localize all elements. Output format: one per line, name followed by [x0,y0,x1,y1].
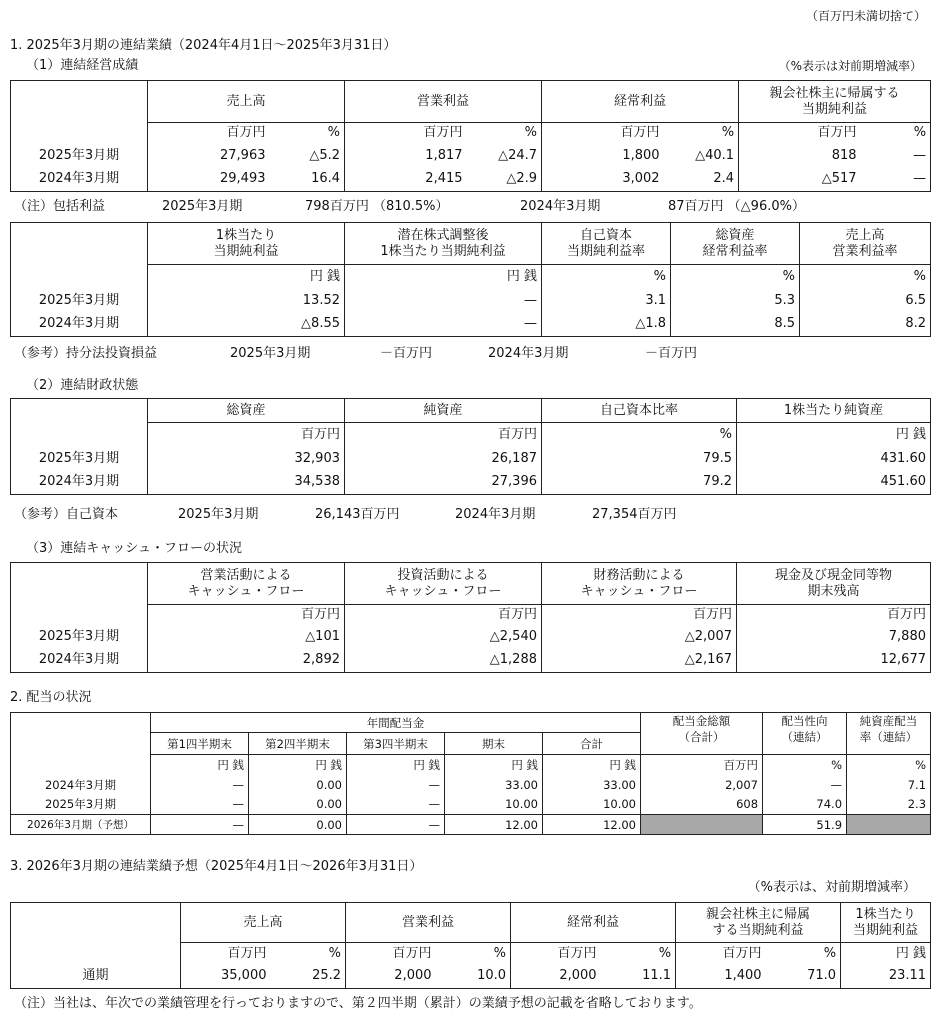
section-3-title: 3. 2026年3月期の連結業績予想（2025年4月1日～2026年3月31日） [10,859,423,874]
equity-method-value-2: －百万円 [645,346,698,361]
unit-cell: 百万円 [641,755,763,775]
unit-cell: 百万円 [739,123,861,144]
unit-cell: % [847,755,931,775]
unit-cell: % [601,943,676,965]
per-share-ratios-table [10,222,931,337]
row-label: 2025年3月期 [11,447,148,471]
header-roa: 総資産 経常利益率 [671,223,800,265]
header-bps: 1株当たり純資産 [737,399,931,423]
equity-method-value-1: －百万円 [380,346,433,361]
unit-cell: 円 銭 [249,755,347,775]
equity-ref-period-1: 2025年3月期 [178,507,259,522]
unit-cell: 百万円 [345,423,542,447]
header-roe: 自己資本 当期純利益率 [542,223,671,265]
equity-method-label: （参考）持分法投資損益 [14,346,158,361]
section-1-3-title: （3）連結キャッシュ・フローの状況 [26,541,243,556]
operating-results-table [10,80,931,192]
table-row: 2025年3月期 13.52 — 3.1 5.3 6.5 [11,289,931,313]
unit-cell: 円 銭 [347,755,445,775]
unit-cell: 百万円 [148,123,270,144]
table-row: 通期 35,000 25.2 2,000 10.0 2,000 11.1 1,400 71.0 23.11 [11,965,931,989]
row-label: 2024年3月期 [11,168,148,192]
comprehensive-income-value-1: 798百万円 （810.5%） [305,199,449,214]
unit-cell: 百万円 [542,123,664,144]
unit-cell: 円 銭 [737,423,931,447]
unit-cell: 円 銭 [148,265,345,289]
header-ordinary-income: 経常利益 [542,81,739,123]
unit-cell: 百万円 [345,123,467,144]
percent-note: （%表示は対前期増減率） [778,59,922,73]
header-eps: 1株当たり 当期純利益 [148,223,345,265]
cash-flow-table [10,562,931,673]
header-diluted-eps: 潜在株式調整後 1株当たり当期純利益 [345,223,542,265]
header-blank [11,81,148,123]
unit-cell: % [542,423,737,447]
row-label: 2025年3月期 [11,795,151,815]
header-sales: 売上高 [148,81,345,123]
unit-cell: % [664,123,739,144]
comprehensive-income-value-2: 87百万円 （△96.0%） [668,199,805,214]
rounding-note: （百万円未満切捨て） [805,9,926,23]
unit-cell: 円 銭 [345,265,542,289]
row-label: 2025年3月期 [11,625,148,649]
header-equity-ratio: 自己資本比率 [542,399,737,423]
unit-cell: 百万円 [346,943,436,965]
header-operating-income: 営業利益 [346,903,511,943]
header-total: 合計 [543,733,641,755]
shaded-cell [641,815,763,835]
unit-cell: % [542,265,671,289]
header-total-assets: 総資産 [148,399,345,423]
row-label: 通期 [11,965,181,989]
table-row: 2025年3月期 △101 △2,540 △2,007 7,880 [11,625,931,649]
unit-cell: 百万円 [181,943,271,965]
header-investing-cf: 投資活動による キャッシュ・フロー [345,563,542,605]
row-label: 2024年3月期 [11,775,151,795]
header-operating-income: 営業利益 [345,81,542,123]
header-doe: 純資産配当 率（連結） [847,713,931,755]
header-operating-margin: 売上高 営業利益率 [800,223,931,265]
equity-ref-period-2: 2024年3月期 [455,507,536,522]
section-1-title: 1. 2025年3月期の連結業績（2024年4月1日～2025年3月31日） [10,38,397,53]
unit-cell: 百万円 [511,943,601,965]
section-2-title: 2. 配当の状況 [10,690,92,705]
table-row: 2025年3月期 27,963 △5.2 1,817 △24.7 1,800 △40.1 818 — [11,144,931,168]
table-row-forecast: 2026年3月期（予想） — 0.00 — 12.00 12.00 51.9 [11,815,931,835]
header-net-income: 親会社株主に帰属する 当期純利益 [739,81,931,123]
unit-cell: % [800,265,931,289]
table-row: 2024年3月期 34,538 27,396 79.2 451.60 [11,471,931,495]
table-row: 2024年3月期 △8.55 — △1.8 8.5 8.2 [11,313,931,337]
forecast-table [10,902,931,989]
header-year-end: 期末 [445,733,543,755]
equity-ref-value-1: 26,143百万円 [315,507,400,522]
comprehensive-income-period-1: 2025年3月期 [162,199,243,214]
header-net-assets: 純資産 [345,399,542,423]
unit-cell: % [763,755,847,775]
section-1-2-title: （2）連結財政状態 [26,378,139,393]
header-net-income: 親会社株主に帰属 する当期純利益 [676,903,841,943]
equity-ref-label: （参考）自己資本 [14,507,119,522]
row-label: 2024年3月期 [11,313,148,337]
unit-cell: 百万円 [345,605,542,625]
unit-cell: % [271,943,346,965]
row-label: 2024年3月期 [11,649,148,673]
unit-cell: % [436,943,511,965]
header-eps: 1株当たり 当期純利益 [841,903,931,943]
comprehensive-income-period-2: 2024年3月期 [520,199,601,214]
unit-cell: 百万円 [737,605,931,625]
unit-cell: 百万円 [148,423,345,447]
table-row: 2025年3月期 32,903 26,187 79.5 431.60 [11,447,931,471]
row-label: 2025年3月期 [11,144,148,168]
comprehensive-income-label: （注）包括利益 [14,199,106,214]
section-1-1-title: （1）連結経営成績 [26,58,139,73]
unit-cell: 円 銭 [841,943,931,965]
header-cash-balance: 現金及び現金同等物 期末残高 [737,563,931,605]
unit-cell: 円 銭 [543,755,641,775]
unit-cell: % [671,265,800,289]
equity-ref-value-2: 27,354百万円 [592,507,677,522]
unit-cell: 百万円 [676,943,766,965]
header-q2: 第2四半期末 [249,733,347,755]
dividends-table [10,712,931,835]
equity-method-period-2: 2024年3月期 [488,346,569,361]
header-q3: 第3四半期末 [347,733,445,755]
unit-cell: % [861,123,931,144]
equity-method-period-1: 2025年3月期 [230,346,311,361]
unit-cell: % [270,123,345,144]
footnote: （注）当社は、年次での業績管理を行っておりますので、第２四半期（累計）の業績予想の記載を省略しております。 [14,996,702,1011]
header-ordinary-income: 経常利益 [511,903,676,943]
unit-cell: % [467,123,542,144]
header-total-dividend: 配当金総額 （合計） [641,713,763,755]
table-row: 2024年3月期 29,493 16.4 2,415 △2.9 3,002 2.4 △517 — [11,168,931,192]
unit-cell: 百万円 [148,605,345,625]
table-row: 2024年3月期 — 0.00 — 33.00 33.00 2,007 — 7.1 [11,775,931,795]
header-sales: 売上高 [181,903,346,943]
table-row: 2024年3月期 2,892 △1,288 △2,167 12,677 [11,649,931,673]
header-q1: 第1四半期末 [151,733,249,755]
percent-note-2: （%表示は、対前期増減率） [747,880,916,895]
unit-cell: 円 銭 [151,755,249,775]
header-financing-cf: 財務活動による キャッシュ・フロー [542,563,737,605]
row-label: 2025年3月期 [11,289,148,313]
row-label: 2026年3月期（予想） [11,815,151,835]
header-operating-cf: 営業活動による キャッシュ・フロー [148,563,345,605]
unit-cell: 円 銭 [445,755,543,775]
table-row: 2025年3月期 — 0.00 — 10.00 10.00 608 74.0 2.3 [11,795,931,815]
shaded-cell [847,815,931,835]
financial-position-table [10,398,931,495]
unit-cell: % [766,943,841,965]
unit-cell: 百万円 [542,605,737,625]
header-payout-ratio: 配当性向 （連結） [763,713,847,755]
row-label: 2024年3月期 [11,471,148,495]
header-annual-dividend: 年間配当金 [151,713,641,733]
